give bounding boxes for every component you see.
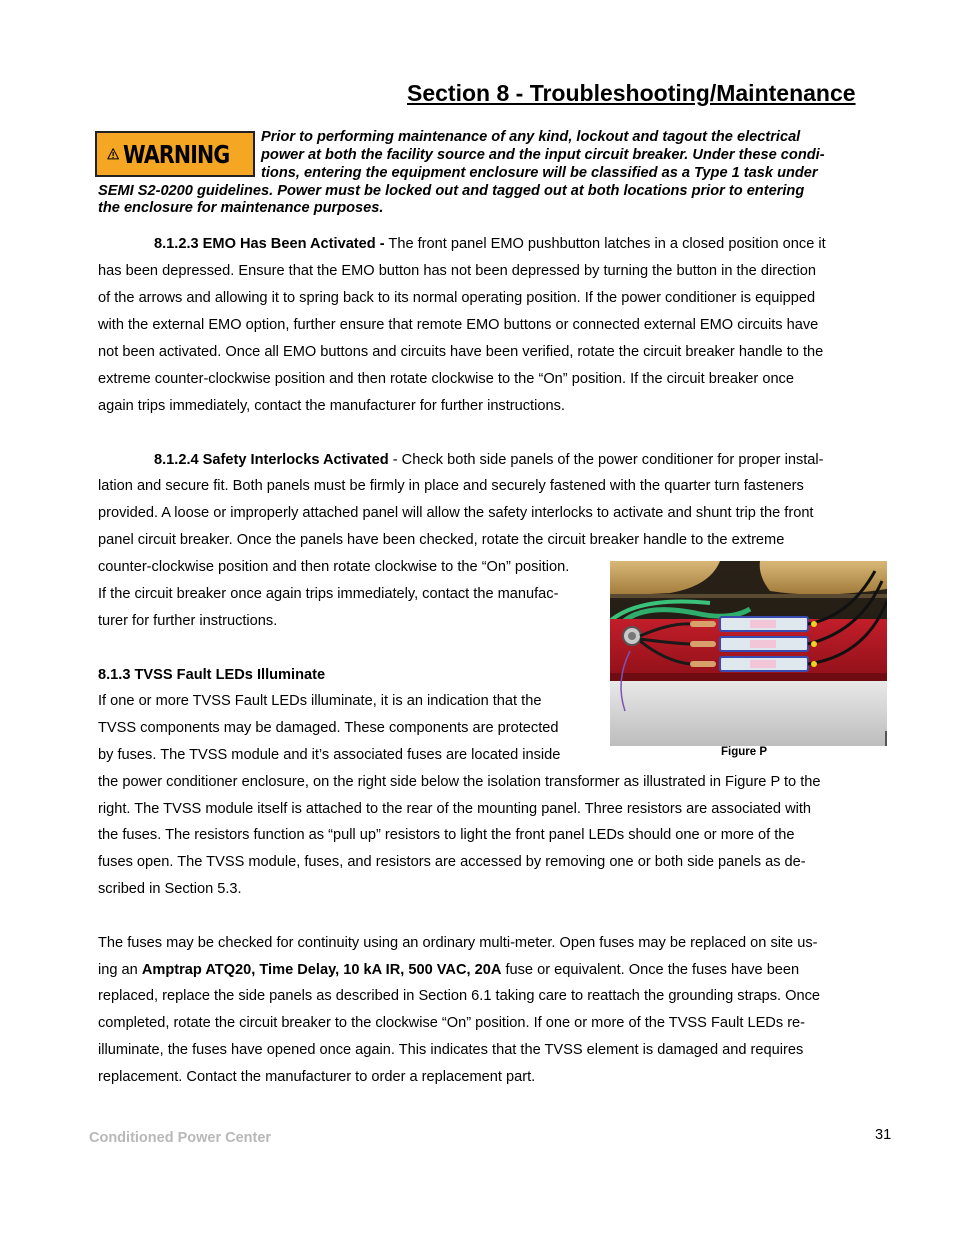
tvss-line: by fuses. The TVSS module and it’s associated fuses are located inside — [98, 747, 561, 763]
figure-p-photo — [610, 561, 887, 746]
fuses-line: replacement. Contact the manufacturer to order a replacement part. — [98, 1069, 536, 1085]
interlocks-heading: 8.1.2.4 Safety Interlocks Activated — [154, 452, 389, 468]
tvss-line: TVSS components may be damaged. These components are protected — [98, 720, 559, 736]
interlocks-line: lation and secure fit. Both panels must be firmly in place and securely fastened with the quarter turn fasteners — [98, 478, 804, 494]
emo-line: again trips immediately, contact the manufacturer for further instructions. — [98, 398, 565, 414]
fuses-text: ing an — [98, 962, 142, 978]
emo-paragraph-first-line — [154, 235, 826, 253]
interlocks-line: If the circuit breaker once again trips immediately, contact the manufac- — [98, 586, 559, 602]
warning-badge — [95, 131, 255, 177]
fuse-part-number: Amptrap ATQ20, Time Delay, 10 kA IR, 500 VAC, 20A — [141, 962, 502, 978]
tvss-module-illustration — [610, 561, 887, 746]
tvss-line: right. The TVSS module itself is attached to the rear of the mounting panel. Three resistors are associated with — [98, 801, 812, 817]
interlocks-text: - Check both side panels of the power conditioner for proper instal- — [388, 452, 824, 468]
footer-product-name: Conditioned Power Center — [89, 1130, 272, 1146]
page-title: Section 8 - Troubleshooting/Maintenance — [407, 80, 856, 106]
warning-triangle-icon — [107, 139, 119, 169]
interlocks-line: provided. A loose or improperly attached panel will allow the safety interlocks to activate and shunt trip the front — [98, 505, 814, 521]
warning-badge-label: WARNING — [123, 139, 230, 169]
emo-text: The front panel EMO pushbutton latches in a closed position once it — [384, 236, 826, 252]
figure-caption: Figure P — [721, 746, 768, 758]
interlocks-line: turer for further instructions. — [98, 613, 278, 629]
emo-line: of the arrows and allowing it to spring back to its normal operating position. If the power conditioner is equipped — [98, 290, 816, 306]
emo-line: with the external EMO option, further ensure that remote EMO buttons or connected external EMO circuits have — [98, 317, 819, 333]
interlocks-line: counter-clockwise position and then rotate clockwise to the “On” position. — [98, 559, 570, 575]
fuses-line-part-number — [98, 961, 799, 979]
fuses-line: illuminate, the fuses have opened once again. This indicates that the TVSS element is damaged and requires — [98, 1042, 804, 1058]
warning-line: power at both the facility source and the input circuit breaker. Under these condi- — [261, 147, 825, 163]
interlocks-paragraph-first-line — [154, 451, 824, 469]
warning-line: Prior to performing maintenance of any kind, lockout and tagout the electrical — [261, 129, 801, 145]
fuses-line: replaced, replace the side panels as described in Section 6.1 taking care to reattach the grounding straps. Once — [98, 988, 821, 1004]
emo-line: has been depressed. Ensure that the EMO button has not been depressed by turning the button in the direction — [98, 263, 817, 279]
warning-line: the enclosure for maintenance purposes. — [98, 200, 384, 216]
fuse-holders — [720, 617, 808, 671]
fuses-text: fuse or equivalent. Once the fuses have been — [501, 962, 800, 978]
interlocks-line: panel circuit breaker. Once the panels have been checked, rotate the circuit breaker handle to the extreme — [98, 532, 785, 548]
emo-heading: 8.1.2.3 EMO Has Been Activated - — [154, 236, 385, 252]
tvss-heading: 8.1.3 TVSS Fault LEDs Illuminate — [98, 667, 326, 683]
warning-line: SEMI S2-0200 guidelines. Power must be locked out and tagged out at both locations prior to entering — [98, 183, 805, 199]
tvss-line: fuses open. The TVSS module, fuses, and resistors are accessed by removing one or both side panels as de- — [98, 854, 806, 870]
tvss-line: scribed in Section 5.3. — [98, 881, 242, 897]
tvss-line: the fuses. The resistors function as “pull up” resistors to light the front panel LEDs should one or more of the — [98, 827, 795, 843]
page-number: 31 — [875, 1127, 892, 1143]
warning-line: tions, entering the equipment enclosure will be classified as a Type 1 task under — [261, 165, 818, 181]
tvss-line: the power conditioner enclosure, on the right side below the isolation transformer as illustrated in Figure P to the — [98, 774, 821, 790]
fuses-line: completed, rotate the circuit breaker to the clockwise “On” position. If one or more of the TVSS Fault LEDs re- — [98, 1015, 806, 1031]
emo-line: not been activated. Once all EMO buttons and circuits have been verified, rotate the circuit breaker handle to the — [98, 344, 824, 360]
fuses-line: The fuses may be checked for continuity using an ordinary multi-meter. Open fuses may be replaced on site us- — [98, 935, 818, 951]
emo-line: extreme counter-clockwise position and then rotate clockwise to the “On” position. If the circuit breaker once — [98, 371, 794, 387]
tvss-line: If one or more TVSS Fault LEDs illuminate, it is an indication that the — [98, 693, 542, 709]
